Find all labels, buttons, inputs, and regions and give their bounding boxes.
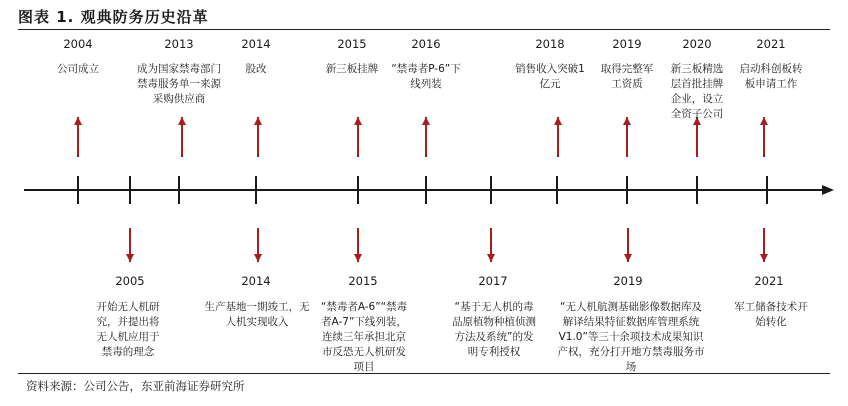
top-event-year: 2020 — [682, 37, 712, 51]
arrow-down-icon — [126, 228, 134, 262]
arrow-up-icon — [178, 117, 186, 157]
arrow-up-icon — [623, 117, 631, 157]
top-event-text: 新三板挂牌 — [325, 63, 379, 75]
arrow-up-icon — [693, 117, 701, 157]
top-event-text: “禁毒者P-6”下线列装 — [391, 63, 461, 90]
bottom-rule — [18, 373, 830, 374]
top-event-text: 公司成立 — [57, 63, 99, 75]
top-event-text: 股改 — [245, 63, 267, 75]
bottom-event-text: 生产基地一期竣工，无人机实现收入 — [204, 301, 310, 328]
top-event-text: 成为国家禁毒部门禁毒服务单一来源采购供应商 — [137, 63, 221, 105]
arrow-up-icon — [422, 117, 430, 157]
bottom-event-year: 2015 — [348, 274, 378, 288]
bottom-event-text: “无人机航测基础影像数据库及解译结果特征数据库管理系统V1.0”等三十余项技术成果知识产权，充分打开地方禁毒服务市场 — [557, 301, 705, 373]
arrow-down-icon — [624, 228, 632, 262]
arrow-up-icon — [74, 117, 82, 157]
top-event-text: 销售收入突破1亿元 — [515, 63, 585, 90]
arrow-up-icon — [354, 117, 362, 157]
figure-source: 资料来源：公司公告，东亚前海证券研究所 — [26, 379, 245, 393]
top-event-text: 启动科创板转板申请工作 — [739, 63, 803, 90]
top-event-year: 2015 — [337, 37, 367, 51]
bottom-event-year: 2017 — [478, 274, 508, 288]
top-event-text: 新三板精选层首批挂牌企业，设立全资子公司 — [670, 63, 724, 120]
top-event-year: 2004 — [63, 37, 93, 51]
bottom-event-text: 军工储备技术开始转化 — [734, 301, 808, 328]
top-event-year: 2013 — [164, 37, 194, 51]
bottom-event-text: “禁毒者A-6”“禁毒者A-7”下线列装，连续三年承担北京市反恐无人机研发项目 — [320, 301, 408, 373]
bottom-event-year: 2005 — [115, 274, 145, 288]
arrow-down-icon — [760, 228, 768, 262]
figure-title: 图表 1. 观典防务历史沿革 — [18, 8, 209, 26]
top-event-text: 取得完整军工资质 — [600, 63, 654, 90]
top-event-year: 2014 — [241, 37, 271, 51]
top-event-year: 2016 — [411, 37, 441, 51]
bottom-event-year: 2019 — [613, 274, 643, 288]
axis-arrowhead-icon — [822, 185, 834, 195]
top-event-year: 2019 — [612, 37, 642, 51]
arrow-down-icon — [354, 228, 362, 262]
bottom-event-year: 2014 — [241, 274, 271, 288]
bottom-event-text: “基于无人机的毒品原植物种植侦测方法及系统”的发明专利授权 — [452, 301, 536, 358]
arrow-up-icon — [554, 117, 562, 157]
top-event-year: 2018 — [535, 37, 565, 51]
bottom-event-year: 2021 — [754, 274, 784, 288]
timeline-axis — [24, 185, 834, 195]
arrow-down-icon — [254, 228, 262, 262]
top-event-year: 2021 — [756, 37, 786, 51]
arrow-up-icon — [254, 117, 262, 157]
arrow-down-icon — [487, 228, 495, 262]
arrow-up-icon — [760, 117, 768, 157]
bottom-event-text: 开始无人机研究，并提出将无人机应用于禁毒的理念 — [96, 301, 160, 358]
